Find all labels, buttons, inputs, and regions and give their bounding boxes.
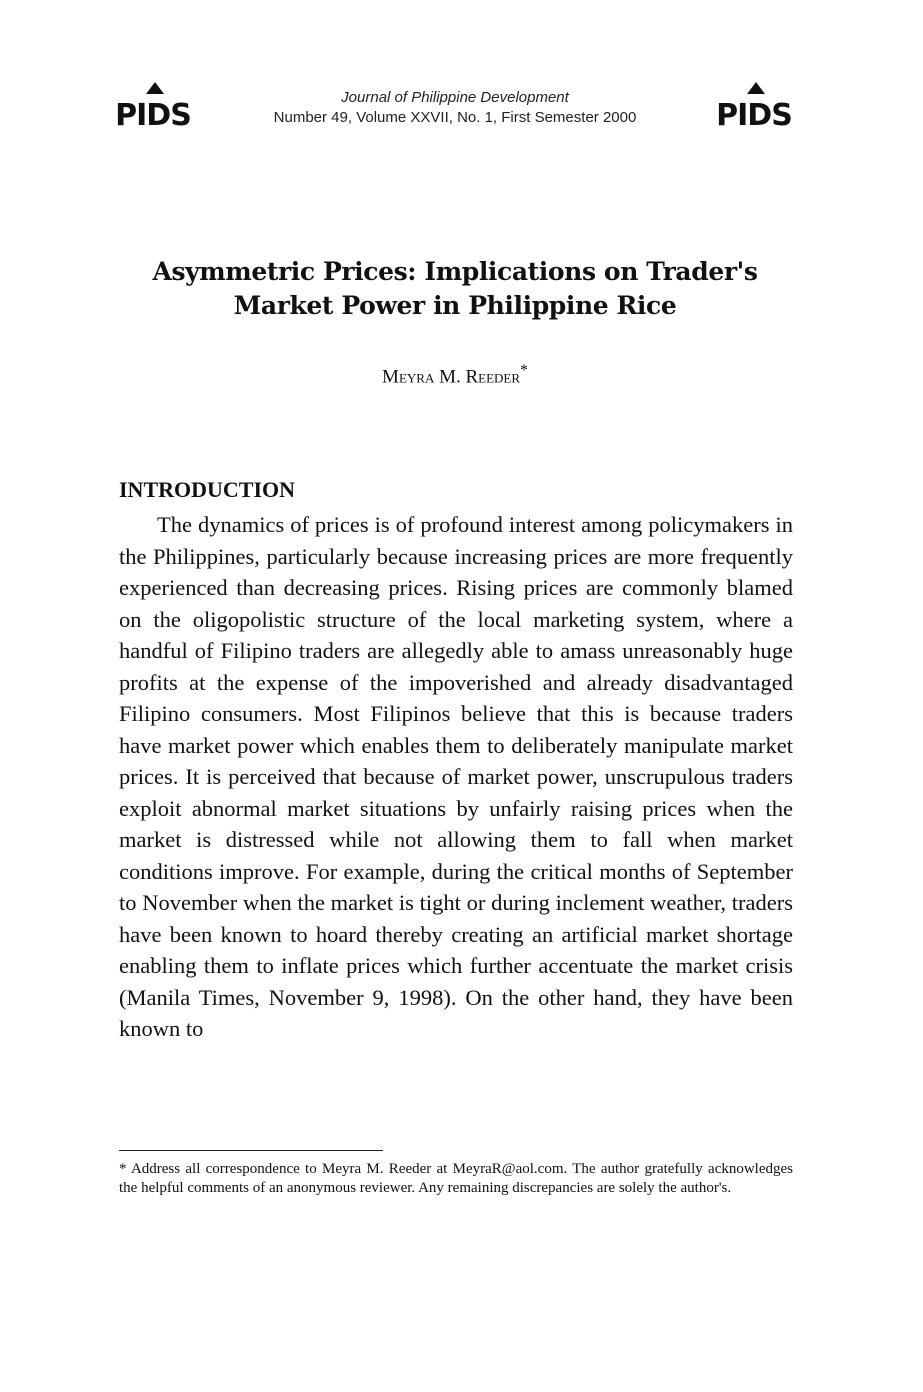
title-line-2: Market Power in Philippine Rice [233,291,677,320]
journal-header [220,88,690,128]
journal-issue: Number 49, Volume XXVII, No. 1, First Semester 2000 [273,109,637,126]
logo-arrow-icon [146,82,164,94]
footnote-rule [119,1150,383,1151]
body-paragraph: The dynamics of prices is of profound interest among policymakers in the Philippines, particularly because increasing prices are more frequently experienced than decreasing prices. Rising prices are commonly blamed on the oligopolistic structure of the local marketing system, where a handful of Filipino traders are allegedly able to amass unreasonably huge profits at the expense of the impoverished and already disadvantaged Filipino consumers. Most Filipinos believe that this is because traders have market power which enables them to deliberately manipulate market prices. It is perceived that because of market power, unscrupulous traders exploit abnormal market situations by unfairly raising prices when the market is distressed while not allowing them to fall when market conditions improve. For example, during the critical months of September to November when the market is tight or during inclement weather, traders have been known to hoard thereby creating an artificial market shortage enabling them to inflate prices which further accentuate the market crisis (Manila Times, November 9, 1998). On the other hand, they have been known to [119,512,793,1041]
author-line [100,359,810,389]
logo-text: PIDS [716,98,792,133]
author-name: Meyra M. Reeder [382,366,521,388]
pids-logo-left [113,82,193,132]
title-line-1: Asymmetric Prices: Implications on Trader's [152,257,758,286]
section-heading: INTRODUCTION [119,477,296,502]
author-footnote-mark: * [520,362,528,379]
pids-logo-right [714,82,794,132]
article-title [100,255,810,323]
logo-text: PIDS [115,98,191,133]
journal-name: Journal of Philippine Development [341,89,569,106]
logo-arrow-icon [747,82,765,94]
footnote: * Address all correspondence to Meyra M. Reeder at MeyraR@aol.com. The author gratefully acknowledges the helpful comments of an anonymous reviewer. Any remaining discrepancies are solely the author's. [119,1161,793,1196]
